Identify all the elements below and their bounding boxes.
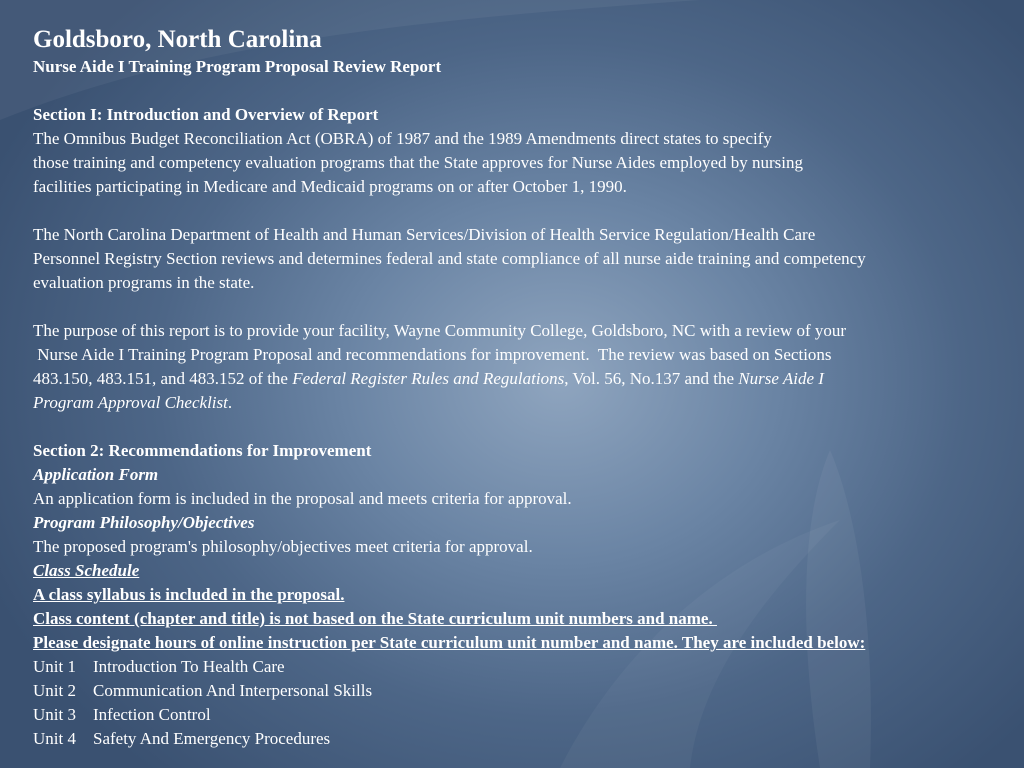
application-form-text: An application form is included in the proposal and meets criteria for approval. <box>33 489 572 508</box>
unit-name: Introduction To Health Care <box>93 657 285 676</box>
program-philosophy-heading: Program Philosophy/Objectives <box>33 513 255 532</box>
section-1-paragraph-3: The purpose of this report is to provide your facility, Wayne Community College, Goldsboro, NC with a review of your Nurse Aide I Training Program Proposal and recommendations for improvement. The review was based on Sections 483.150, 483.151, and 483.152 of the Federal Register Rules and Regulations, Vol. 56, No.137 and the Nurse Aide I Program Approval Checklist. <box>33 321 847 412</box>
section-2-heading: Section 2: Recommendations for Improvement <box>33 441 372 460</box>
unit-list <box>33 655 1018 751</box>
federal-register-citation: Federal Register Rules and Regulations <box>292 369 565 388</box>
class-schedule-note-1: A class syllabus is included in the proposal. <box>33 585 345 604</box>
list-item <box>33 703 1018 727</box>
class-schedule-heading: Class Schedule <box>33 561 140 580</box>
unit-number: Unit 4 <box>33 729 76 748</box>
application-form-heading: Application Form <box>33 465 159 484</box>
unit-number: Unit 1 <box>33 657 76 676</box>
section-1-paragraph-1: The Omnibus Budget Reconciliation Act (OBRA) of 1987 and the 1989 Amendments direct states to specify those training and competency evaluation programs that the State approves for Nurse Aides employed by nursing facilities participating in Medicare and Medicaid programs on or after October 1, 1990. <box>33 129 803 196</box>
unit-number: Unit 2 <box>33 681 76 700</box>
list-item <box>33 679 1018 703</box>
program-philosophy-text: The proposed program's philosophy/objectives meet criteria for approval. <box>33 537 533 556</box>
list-item <box>33 655 1018 679</box>
page-title: Goldsboro, North Carolina <box>33 26 322 53</box>
unit-name: Infection Control <box>93 705 211 724</box>
list-item <box>33 727 1018 751</box>
checklist-citation-part-2: Program Approval Checklist <box>33 393 228 412</box>
section-1-paragraph-2: The North Carolina Department of Health and Human Services/Division of Health Service Regulation/Health Care Personnel Registry Section reviews and determines federal and state compliance of all nurse aide training and competency evaluation programs in the state. <box>33 225 866 292</box>
unit-number: Unit 3 <box>33 705 76 724</box>
unit-name: Communication And Interpersonal Skills <box>93 681 373 700</box>
report-content <box>33 25 1018 751</box>
class-schedule-note-3: Please designate hours of online instruction per State curriculum unit number and name. They are included below: <box>33 633 866 652</box>
report-subtitle: Nurse Aide I Training Program Proposal Review Report <box>33 57 442 76</box>
unit-name: Safety And Emergency Procedures <box>93 729 331 748</box>
checklist-citation-part-1: Nurse Aide I <box>738 369 824 388</box>
section-1-heading: Section I: Introduction and Overview of Report <box>33 105 379 124</box>
class-schedule-note-2: Class content (chapter and title) is not based on the State curriculum unit numbers and name. <box>33 609 717 628</box>
